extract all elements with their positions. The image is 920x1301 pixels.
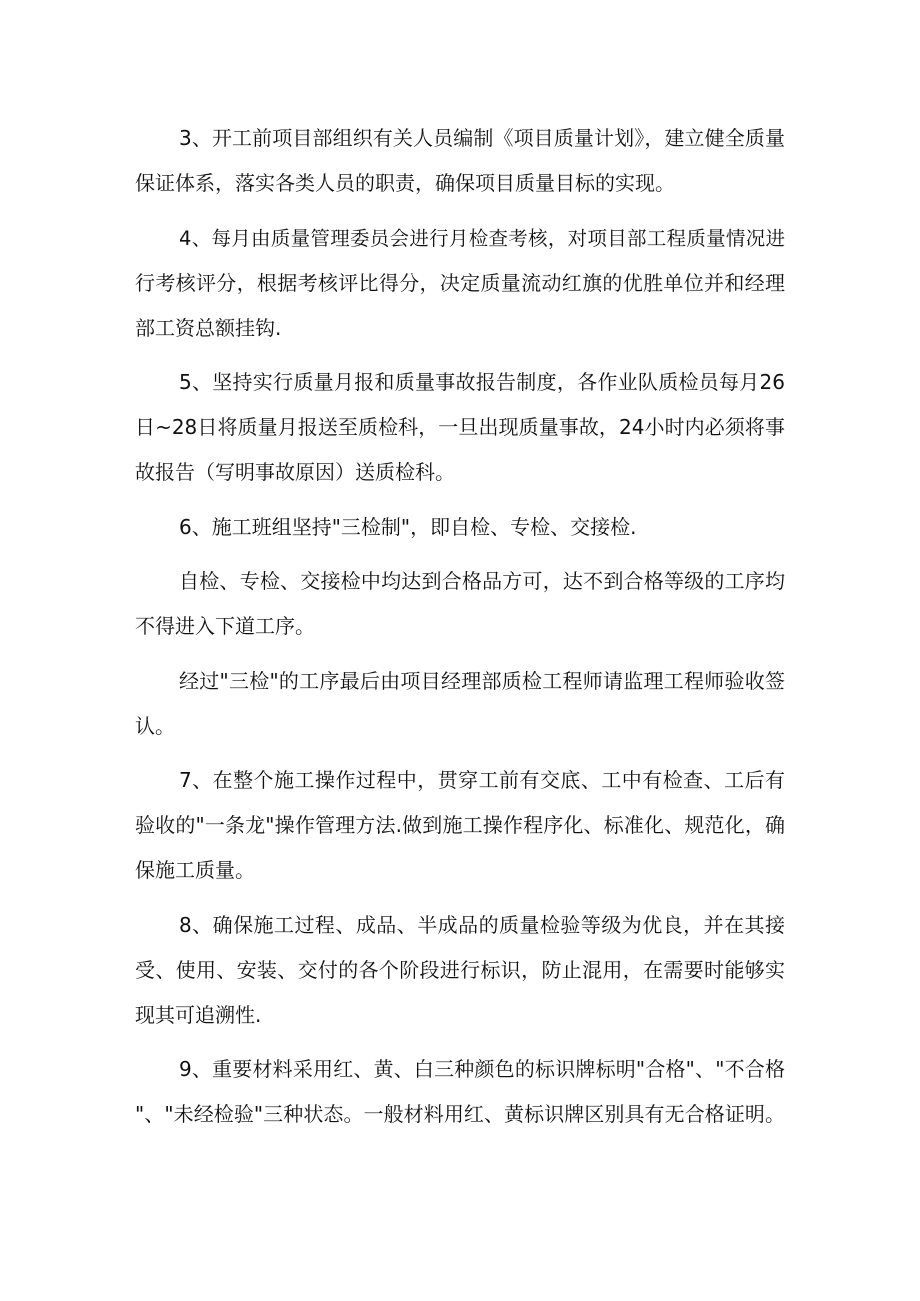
paragraph-5	[135, 360, 785, 495]
paragraph-line: 保施工质量。	[135, 858, 255, 882]
paragraph-9	[135, 1047, 785, 1137]
paragraph-line: 部工资总额挂钩.	[135, 315, 282, 340]
paragraph-8	[135, 903, 785, 1038]
paragraph-line: 6、施工班组坚持"三检制"，即自检、专检、交接检.	[179, 514, 637, 539]
document-body	[135, 116, 785, 1147]
paragraph-line: 日~28日将质量月报送至质检科，一旦出现质量事故，24小时内必须将事	[135, 415, 785, 439]
paragraph-line: 5、坚持实行质量月报和质量事故报告制度，各作业队质检员每月26	[179, 370, 785, 394]
paragraph-line: 4、每月由质量管理委员会进行月检查考核，对项目部工程质量情况进	[179, 226, 785, 250]
paragraph-line: 保证体系，落实各类人员的职责，确保项目质量目标的实现。	[135, 171, 675, 195]
paragraph-line: 不得进入下道工序。	[135, 614, 315, 638]
paragraph-line: 7、在整个施工操作过程中，贯穿工前有交底、工中有检查、工后有	[179, 768, 785, 792]
paragraph-line: 3、开工前项目部组织有关人员编制《项目质量计划》，建立健全质量	[179, 126, 785, 150]
paragraph-three-checks	[135, 659, 785, 749]
paragraph-self-check	[135, 559, 785, 649]
paragraph-6	[135, 505, 785, 550]
paragraph-line: 经过"三检"的工序最后由项目经理部质检工程师请监理工程师验收签	[179, 668, 785, 693]
paragraph-line: 认。	[135, 713, 175, 738]
paragraph-line: 行考核评分，根据考核评比得分，决定质量流动红旗的优胜单位并和经理	[135, 270, 785, 295]
paragraph-4	[135, 216, 785, 351]
paragraph-line: 受、使用、安装、交付的各个阶段进行标识，防止混用，在需要时能够实	[135, 957, 785, 982]
paragraph-3	[135, 116, 785, 206]
paragraph-line: 现其可追溯性.	[135, 1002, 262, 1027]
paragraph-line: 8、确保施工过程、成品、半成品的质量检验等级为优良，并在其接	[179, 912, 785, 937]
paragraph-line: 验收的"一条龙"操作管理方法.做到施工操作程序化、标准化、规范化，确	[135, 813, 785, 837]
paragraph-7	[135, 758, 785, 893]
paragraph-line: 自检、专检、交接检中均达到合格品方可，达不到合格等级的工序均	[179, 569, 785, 593]
paragraph-line: 9、重要材料采用红、黄、白三种颜色的标识牌标明"合格"、"不合格	[179, 1057, 785, 1081]
paragraph-line: "、"未经检验"三种状态。一般材料用红、黄标识牌区别具有无合格证明。	[135, 1102, 785, 1126]
paragraph-line: 故报告（写明事故原因）送质检科。	[135, 460, 455, 484]
